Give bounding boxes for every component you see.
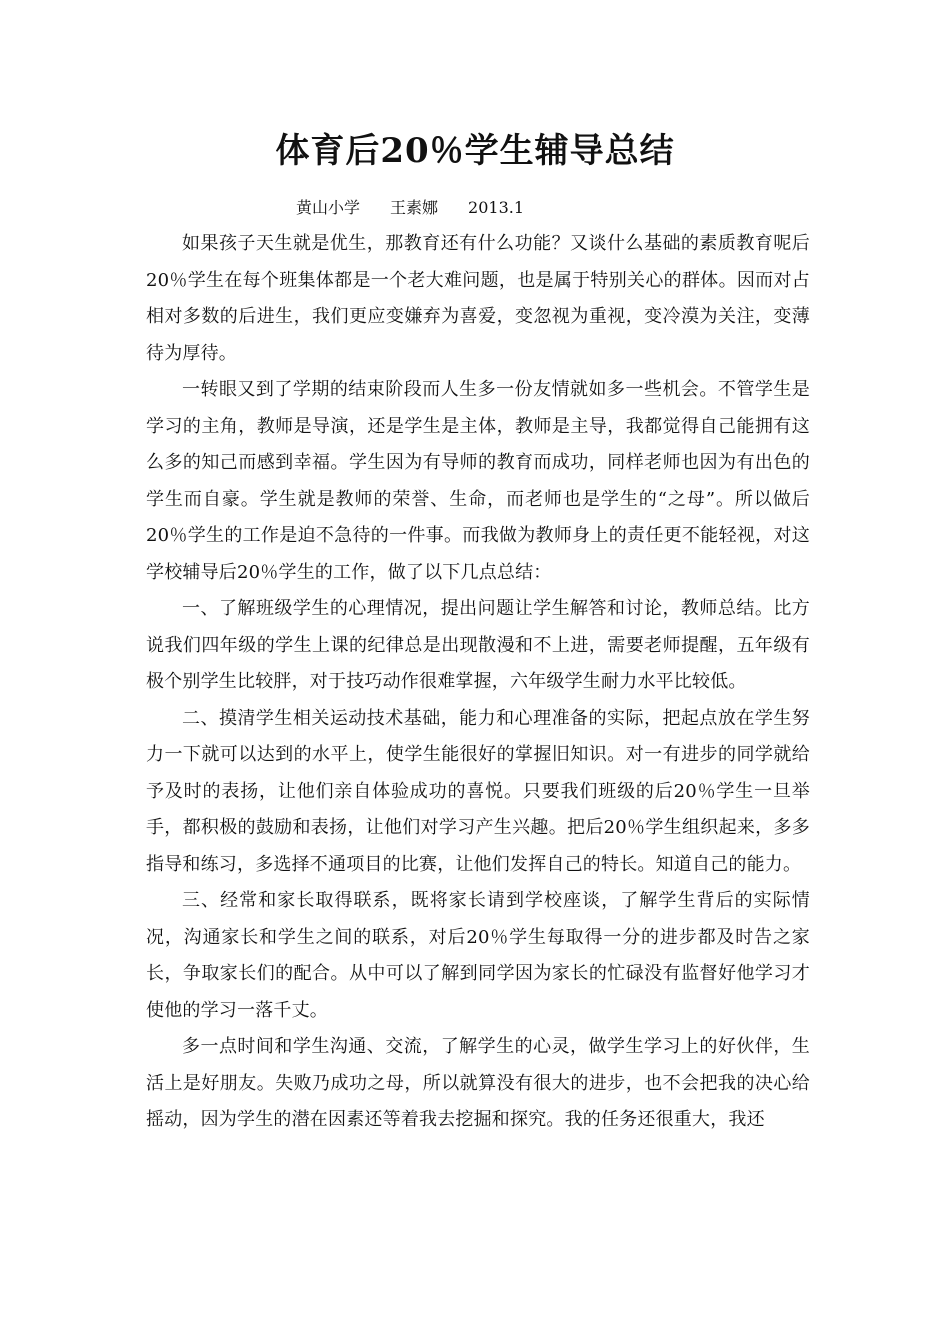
paragraph-semester: 一转眼又到了学期的结束阶段而人生多一份友情就如多一些机会。不管学生是学习的主角，教师是导演，还是学生是主体，教师是主导，我都觉得自己能拥有这么多的知己而感到幸福。学生因为有导师的教育而成功，同样老师也因为有出色的学生而自豪。学生就是教师的荣誉、生命，而老师也是学生的“之母”。所以做后20％学生的工作是迫不急待的一件事。而我做为教师身上的责任更不能轻视，对这学校辅导后20％学生的工作，做了以下几点总结： bbox=[146, 379, 810, 583]
paragraph-intro: 如果孩子天生就是优生，那教育还有什么功能？又谈什么基础的素质教育呢后20％学生在每个班集体都是一个老大难问题，也是属于特别关心的群体。因而对占相对多数的后进生，我们更应变嫌弃为喜爱，变忽视为重视，变冷漠为关注，变薄待为厚待。 bbox=[146, 233, 810, 364]
document-body bbox=[146, 226, 810, 1139]
paragraph-closing: 多一点时间和学生沟通、交流，了解学生的心灵，做学生学习上的好伙伴，生活上是好朋友。失败乃成功之母，所以就算没有很大的进步，也不会把我的决心给摇动，因为学生的潜在因素还等着我去挖掘和探究。我的任务还很重大，我还 bbox=[146, 1036, 810, 1130]
byline bbox=[296, 197, 554, 219]
paragraph-point-one: 一、了解班级学生的心理情况，提出问题让学生解答和讨论，教师总结。比方说我们四年级的学生上课的纪律总是出现散漫和不上进，需要老师提醒，五年级有极个别学生比较胖，对于技巧动作很难掌握，六年级学生耐力水平比较低。 bbox=[146, 598, 810, 692]
paragraph-point-two: 二、摸清学生相关运动技术基础，能力和心理准备的实际，把起点放在学生努力一下就可以达到的水平上，使学生能很好的掌握旧知识。对一有进步的同学就给予及时的表扬，让他们亲自体验成功的喜悦。只要我们班级的后20％学生一旦举手，都积极的鼓励和表扬，让他们对学习产生兴趣。把后20％学生组织起来，多多指导和练习，多选择不通项目的比赛，让他们发挥自己的特长。知道自己的能力。 bbox=[146, 707, 810, 875]
byline-date: 2013.1 bbox=[468, 198, 525, 217]
document-title: 体育后20％学生辅导总结 bbox=[275, 131, 675, 171]
paragraph-point-three: 三、经常和家长取得联系，既将家长请到学校座谈，了解学生背后的实际情况，沟通家长和学生之间的联系，对后20％学生每取得一分的进步都及时告之家长，争取家长们的配合。从中可以了解到同学因为家长的忙碌没有监督好他学习才使他的学习一落千丈。 bbox=[146, 890, 810, 1021]
byline-author: 王素娜 bbox=[390, 198, 439, 217]
byline-school: 黄山小学 bbox=[296, 198, 361, 217]
